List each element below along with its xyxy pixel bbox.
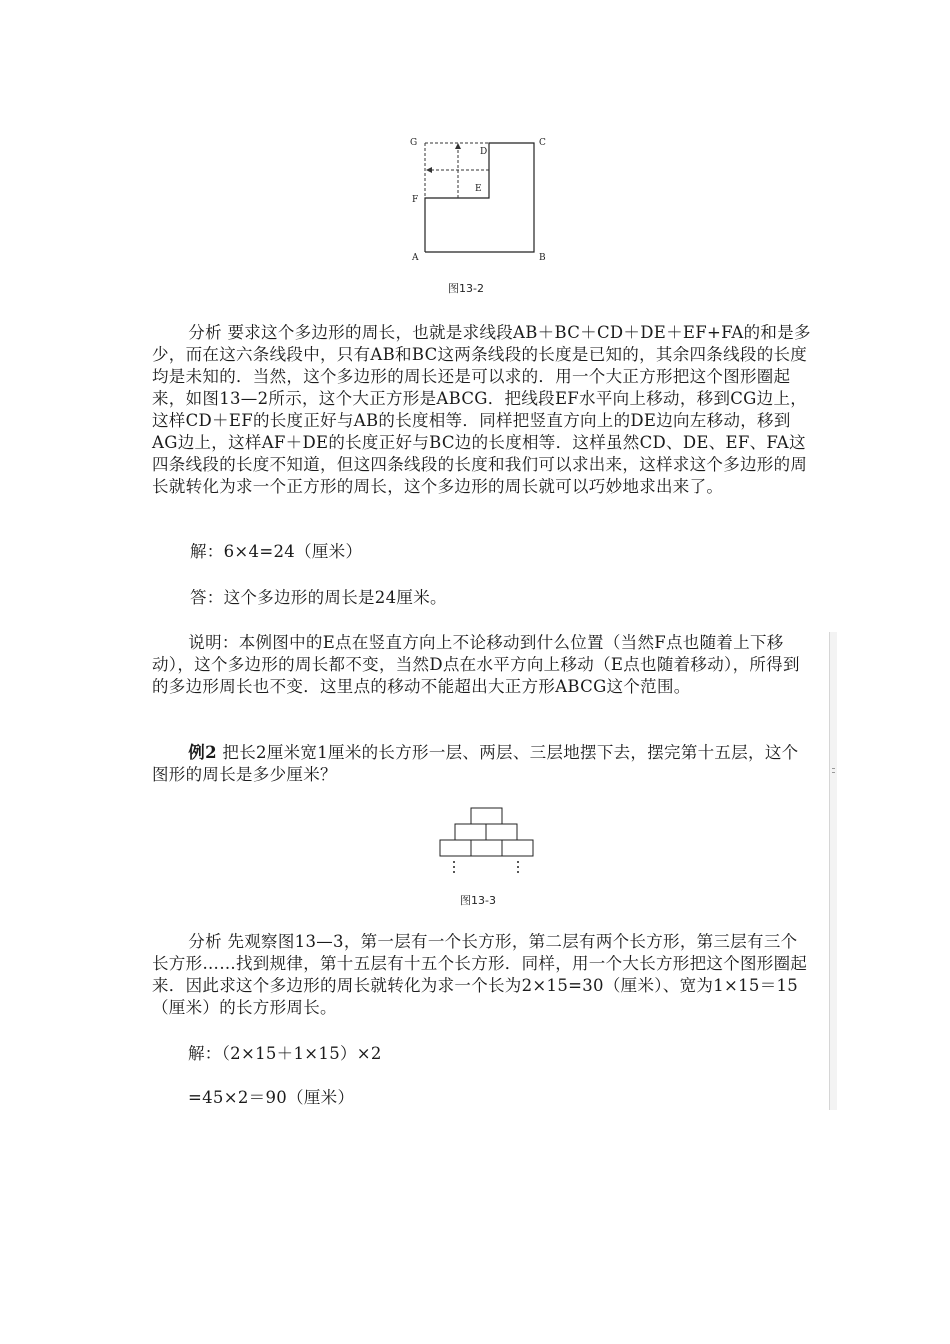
- scrollbar-grip-icon[interactable]: [832, 768, 835, 773]
- polygon-outline: [425, 143, 534, 252]
- label-f: F: [412, 195, 419, 205]
- figure-caption: 图13-2: [448, 282, 484, 295]
- solution-2-line-2: =45×2＝90（厘米）: [188, 1088, 355, 1107]
- figure-13-2: [404, 130, 554, 294]
- answer-1: 答：这个多边形的周长是24厘米。: [190, 588, 447, 607]
- analysis-paragraph-2: 分析 先观察图13—3，第一层有一个长方形，第二层有两个长方形，第三层有三个长方形……找到规律，第十五层有十五个长方形．同样，用一个大长方形把这个图形圈起来．因此求这个多边形的周长就转化为求一个长为2×15=30（厘米）、宽为1×15＝15（厘米）的长方形周长。: [152, 932, 808, 1017]
- figure-13-3: [434, 806, 538, 916]
- arrow-left-head: [426, 167, 432, 173]
- analysis-paragraph-1: 分析 要求这个多边形的周长，也就是求线段AB＋BC＋CD＋DE＋EF+FA的和是多少，而在这六条线段中，只有AB和BC这两条线段的长度是已知的，其余四条线段的长度均是未知的．当然，这个多边形的周长还是可以求的．用一个大正方形把这个图形圈起来，如图13—2所示，这个大正方形是ABCG．把线段EF水平向上移动，移到CG边上，这样CD＋EF的长度正好与AB的长度相等．同样把竖直方向上的DE边向左移动，移到AG边上，这样AF＋DE的长度正好与BC边的长度相等．这样虽然CD、DE、EF、FA这四条线段的长度不知道，但这四条线段的长度和我们可以求出来，这样求这个多边形的周长就转化为求一个正方形的周长，这个多边形的周长就可以巧妙地求出来了。: [152, 323, 811, 496]
- label-g: G: [410, 138, 418, 148]
- layer-2-rect-1: [455, 824, 486, 840]
- vertical-scrollbar[interactable]: [829, 632, 837, 1110]
- label-a: A: [412, 253, 419, 263]
- note-paragraph: 说明：本例图中的E点在竖直方向上不论移动到什么位置（当然F点也随着上下移动），这个多边形的周长都不变，当然D点在水平方向上移动（E点也随着移动），所得到的多边形周长也不变．这里点的移动不能超出大正方形ABCG这个范围。: [152, 633, 800, 696]
- label-c: C: [539, 138, 546, 148]
- layer-2-rect-2: [486, 824, 517, 840]
- layer-3-rect-3: [502, 840, 533, 856]
- polygon-diagram: [404, 130, 554, 270]
- arrow-up-head: [455, 143, 461, 149]
- figure-caption: 图13-3: [460, 894, 496, 907]
- example-2-label: 例2: [188, 743, 217, 762]
- layer-3-rect-1: [440, 840, 471, 856]
- layer-3-rect-2: [471, 840, 502, 856]
- layer-1-rect: [471, 808, 502, 824]
- continuation-dots: [453, 861, 519, 873]
- label-b: B: [539, 253, 546, 263]
- example-2-paragraph: [152, 742, 812, 786]
- solution-1: 解：6×4=24（厘米）: [190, 542, 363, 561]
- label-d: D: [480, 147, 488, 157]
- example-2-text: 把长2厘米宽1厘米的长方形一层、两层、三层地摆下去，摆完第十五层，这个图形的周长是多少厘米？: [152, 743, 799, 784]
- stacked-rectangles-diagram: [434, 806, 538, 886]
- solution-2-line-1: 解：（2×15＋1×15）×2: [188, 1044, 382, 1063]
- label-e: E: [475, 184, 482, 194]
